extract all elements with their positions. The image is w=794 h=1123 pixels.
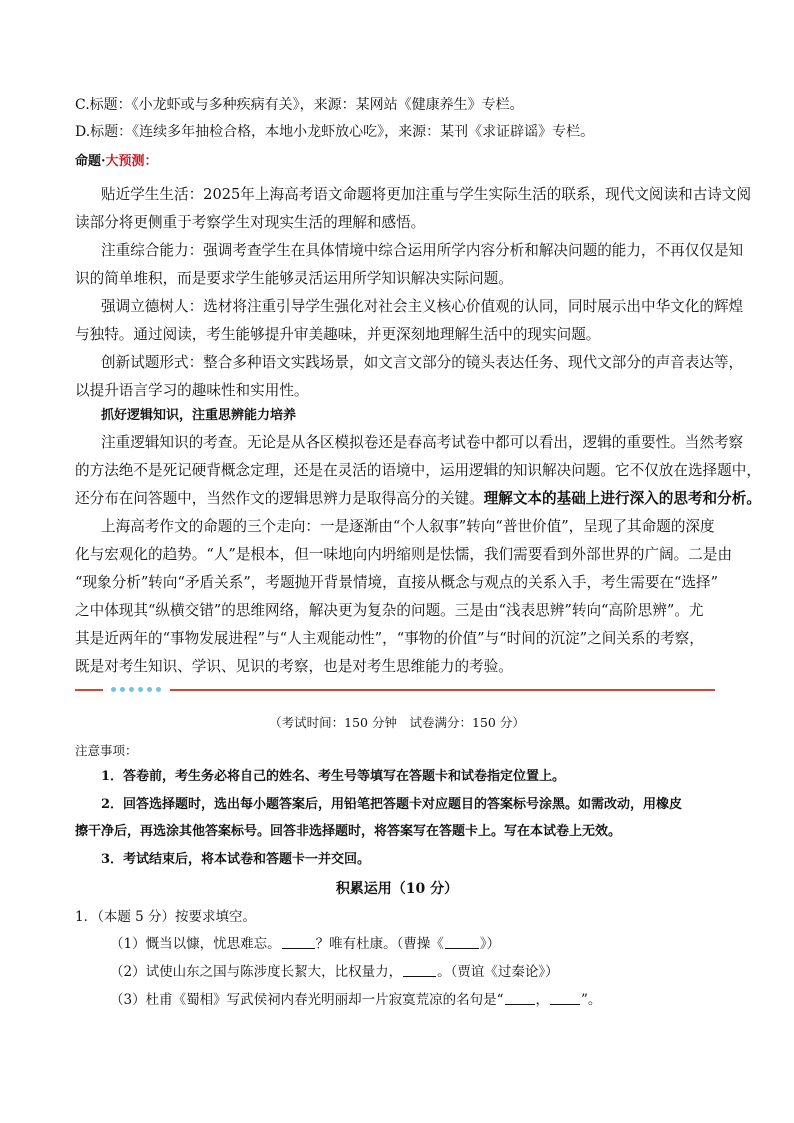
writing-paragraph-line-6: 既是对考生知识、学识、见识的考察，也是对考生思维能力的考验。	[75, 658, 513, 675]
notice-item-2-line-1: 2．回答选择题时，选出每小题答案后，用铅笔把答题卡对应题目的答案标号涂黑。如需改动，用橡皮	[101, 797, 683, 812]
forecast-paragraph-1-line-1: 贴近学生生活：2025年上海高考语文命题将更加注重与学生实际生活的联系，现代文阅读和古诗文阅	[101, 186, 752, 203]
q1-item-3-text-a: （3）杜甫《蜀相》写武侯祠内春光明丽却一片寂寞荒凉的名句是“	[110, 992, 504, 1008]
question-1-stem: 1．（本题 5 分）按要求填空。	[75, 909, 257, 925]
logic-paragraph-line-1: 注重逻辑知识的考查。无论是从各区模拟卷还是春高考试卷中都可以看出，逻辑的重要性。当然考察	[101, 434, 744, 451]
logic-paragraph-line-3	[75, 489, 761, 509]
q1-item-1-text-c: 》）	[479, 936, 501, 952]
answer-blank[interactable]	[505, 990, 535, 1005]
writing-paragraph-line-4: 之中体现其“纵横交错”的思维网络，解决更为复杂的问题。三是由“浅表思辨”转向“高阶思辨”。尤	[75, 602, 704, 619]
exam-info: （考试时间：150 分钟 试卷满分：150 分）	[269, 715, 525, 730]
q1-item-3-text-c: ”。	[581, 992, 602, 1008]
divider-dot	[147, 687, 152, 692]
q1-item-2-text-b: 。（贾谊《过秦论》）	[437, 964, 559, 980]
logic-heading: 抓好逻辑知识，注重思辨能力培养	[101, 408, 297, 423]
divider-line-left	[75, 689, 103, 691]
forecast-paragraph-3-line-2: 与独特。通过阅读，考生能够提升审美趣味，并更深刻地理解生活中的现实问题。	[75, 326, 601, 343]
question-1-item-3	[110, 990, 601, 1010]
divider-dot	[138, 687, 143, 692]
forecast-paragraph-3-line-1: 强调立德树人：选材将注重引导学生强化对社会主义核心价值观的认同，同时展示出中华文化的辉煌	[101, 298, 744, 315]
notice-item-2-line-2: 擦干净后，再选涂其他答案标号。回答非选择题时，将答案写在答题卡上。写在本试卷上无效。	[75, 824, 622, 839]
forecast-heading	[75, 152, 158, 172]
section-title: 积累运用（10 分）	[335, 881, 459, 897]
q1-item-2-text-a: （2）试使山东之国与陈涉度长絜大，比权量力，	[110, 964, 403, 980]
question-1-item-1	[110, 934, 500, 954]
notice-item-3: 3．考试结束后，将本试卷和答题卡一并交回。	[101, 852, 371, 867]
q1-item-1-text-a: （1）慨当以慷，忧思难忘。	[110, 936, 281, 952]
notice-item-1: 1．答卷前，考生务必将自己的姓名、考生号等填写在答题卡和试卷指定位置上。	[101, 769, 566, 784]
q1-item-3-text-b: ，	[535, 992, 549, 1008]
option-d: D.标题：《连续多年抽检合格，本地小龙虾放心吃》，来源：某刊《求证辟谣》专栏。	[75, 124, 595, 140]
forecast-paragraph-2-line-1: 注重综合能力：强调考查学生在具体情境中综合运用所学内容分析和解决问题的能力，不再仅仅是知	[101, 242, 744, 259]
question-1-item-2	[110, 962, 559, 982]
answer-blank[interactable]	[282, 934, 315, 949]
logic-paragraph-line-3-bold: 理解文本的基础上进行深入的思考和分析。	[483, 490, 761, 507]
forecast-paragraph-4-line-2: 以提升语言学习的趣味性和实用性。	[75, 382, 309, 399]
answer-blank[interactable]	[550, 990, 580, 1005]
option-c: C.标题：《小龙虾或与多种疾病有关》，来源：某网站《健康养生》专栏。	[75, 97, 524, 113]
divider-dot	[129, 687, 134, 692]
logic-paragraph-line-2: 的方法绝不是死记硬背概念定理，还是在灵活的语境中，运用逻辑的知识解决问题。它不仅放在选择题中，	[75, 462, 761, 479]
forecast-heading-prefix: 命题·	[75, 154, 106, 169]
writing-paragraph-line-3: “现象分析”转向“矛盾关系”，考题抛开背景情境，直接从概念与观点的关系入手，考生需要在“选择”	[75, 574, 719, 591]
answer-blank[interactable]	[403, 962, 436, 977]
answer-blank[interactable]	[445, 934, 479, 949]
logic-paragraph-line-3-normal: 还分布在问答题中，当然作文的逻辑思辨力是取得高分的关键。	[75, 490, 484, 507]
q1-item-1-text-b: ？唯有杜康。（曹操《	[315, 936, 444, 952]
section-divider	[75, 681, 715, 697]
divider-line-right	[170, 689, 715, 691]
forecast-heading-highlight: 大预测：	[105, 154, 158, 169]
writing-paragraph-line-5: 其是近两年的“事物发展进程”与“人主观能动性”，“事物的价值”与“时间的沉淀”之间关系的考察，	[75, 630, 704, 647]
writing-paragraph-line-1: 上海高考作文的命题的三个走向：一是逐渐由“个人叙事”转向“普世价值”，呈现了其命题的深度	[101, 518, 715, 535]
divider-dot	[156, 687, 161, 692]
divider-dot	[111, 687, 116, 692]
divider-dot	[120, 687, 125, 692]
forecast-paragraph-4-line-1: 创新试题形式：整合多种语文实践场景，如文言文部分的镜头表达任务、现代文部分的声音表达等，	[101, 354, 744, 371]
forecast-paragraph-2-line-2: 识的简单堆积，而是要求学生能够灵活运用所学知识解决实际问题。	[75, 270, 513, 287]
notice-title: 注意事项：	[75, 743, 138, 758]
writing-paragraph-line-2: 化与宏观化的趋势。“人”是根本，但一味地向内坍缩则是怯懦，我们需要看到外部世界的广阔。二是由	[75, 546, 733, 563]
forecast-paragraph-1-line-2: 读部分将更侧重于考察学生对现实生活的理解和感悟。	[75, 214, 426, 231]
